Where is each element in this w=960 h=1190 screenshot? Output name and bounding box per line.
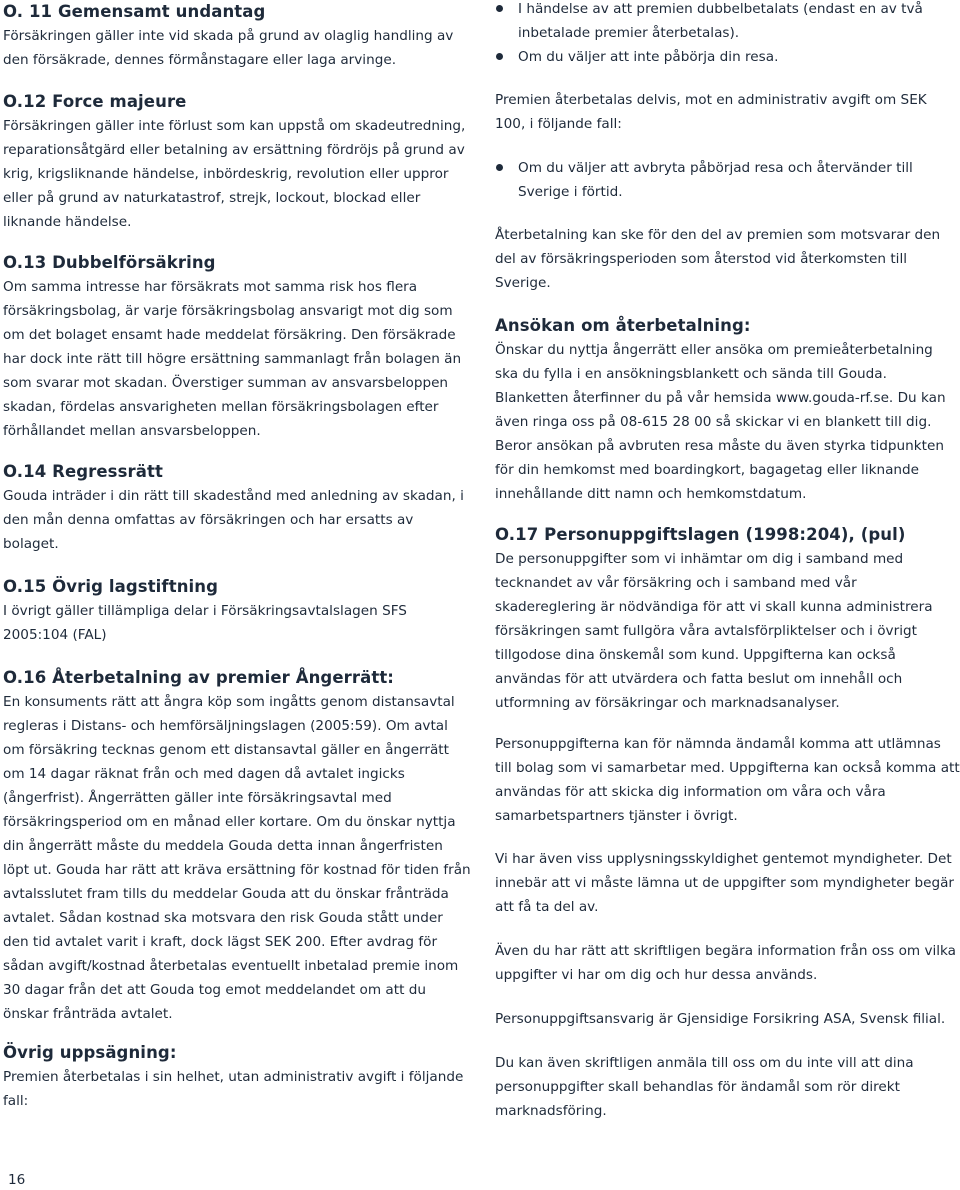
section-o14-heading: O.14 Regressrätt: [3, 462, 163, 481]
section-o13: [3, 251, 471, 443]
section-o17: [495, 523, 960, 715]
ovrig-uppsagning-heading: Övrig uppsägning:: [3, 1043, 177, 1062]
section-o17-paragraph: Vi har även viss upplysningsskyldighet gentemot myndigheter. Det innebär att vi måste lämna ut de uppgifter som myndigheter begär att få ta del av.: [495, 851, 955, 915]
ansokan-heading: Ansökan om återbetalning:: [495, 316, 751, 335]
section-o11: [3, 0, 471, 72]
refund-partial-intro: [495, 88, 960, 136]
section-o14: [3, 460, 471, 556]
section-o15-text: I övrigt gäller tillämpliga delar i Försäkringsavtalslagen SFS 2005:104 (FAL): [3, 603, 407, 643]
refund-partial-text-body: Återbetalning kan ske för den del av premien som motsvarar den del av försäkringsperioden som återstod vid återkomsten till Sverige.: [495, 227, 941, 291]
refund-partial-intro-text: Premien återbetalas delvis, mot en administrativ avgift om SEK 100, i följande fall:: [495, 92, 927, 132]
section-o15-heading: O.15 Övrig lagstiftning: [3, 577, 219, 596]
o17-paragraph-6: [495, 1051, 960, 1123]
ansokan-text: Önskar du nyttja ångerrätt eller ansöka om premieåterbetalning ska du fylla i en ansökningsblankett och sända till Gouda. Blanketten återfinner du på vår hemsida www.gouda-rf.se. Du kan även ringa oss på 08-615 28 00 så skickar vi en blankett till dig. Beror ansökan på avbruten resa måste du även styrka tidpunkten för din hemkomst med boardingkort, bagagetag eller liknande innehållande ditt namn och hemkomstdatum.: [495, 342, 946, 502]
section-o16-text: En konsuments rätt att ångra köp som ingåtts genom distansavtal regleras i Distans- och hemförsäljningslagen (2005:59). Om avtal om försäkring tecknas genom ett distansavtal gäller en ångerrätt om 14 dagar räknat från och med dagen då avtalet ingicks (ångerfrist). Ångerrätten gäller inte försäkringsavtal med försäkringsperiod om en månad eller kortare. Om du önskar nyttja din ångerrätt måste du meddela Gouda detta innan ångerfristen löpt ut. Gouda har rätt att kräva ersättning för kostnad för tiden från avtalsslutet fram tills du meddelar Gouda att du önskar frånträda avtalet. Sådan kostnad ska motsvara den risk Gouda stått under den tid avtalet varit i kraft, dock lägst SEK 200. Efter avdrag för sådan avgift/kostnad återbetalas eventuellt inbetalad premie inom 30 dagar från det att Gouda tog emot meddelandet om att du önskar frånträda avtalet.: [3, 694, 471, 1022]
section-o11-heading: O. 11 Gemensamt undantag: [3, 2, 266, 21]
list-item: Om du väljer att avbryta påbörjad resa och återvänder till Sverige i förtid.: [495, 156, 960, 204]
section-ansokan: [495, 314, 960, 506]
section-o17-paragraph: Du kan även skriftligen anmäla till oss om du inte vill att dina personuppgifter skall behandlas för ändamål som rör direkt marknadsföring.: [495, 1055, 914, 1119]
o17-paragraph-2: [495, 732, 960, 828]
section-o12-text: Försäkringen gäller inte förlust som kan uppstå om skadeutredning, reparationsåtgärd eller betalning av ersättning fördröjs på grund av krig, krigsliknande händelse, inbördeskrig, revolution eller uppror eller på grund av naturkatastrof, strejk, lockout, blockad eller liknande händelse.: [3, 118, 466, 230]
refund-full-bullets: [495, 0, 960, 69]
section-ovrig-uppsagning: [3, 1041, 471, 1113]
list-item: Om du väljer att inte påbörja din resa.: [495, 45, 960, 69]
section-o12: [3, 90, 471, 234]
section-o17-heading: O.17 Personuppgiftslagen (1998:204), (pul): [495, 525, 906, 544]
o17-paragraph-3: [495, 847, 960, 919]
section-o16-heading: O.16 Återbetalning av premier Ångerrätt:: [3, 668, 395, 687]
section-o11-text: Försäkringen gäller inte vid skada på grund av olaglig handling av den försäkrade, dennes förmånstagare eller laga arvinge.: [3, 28, 454, 68]
section-o12-heading: O.12 Force majeure: [3, 92, 187, 111]
o17-paragraph-5: [495, 1007, 960, 1031]
section-o17-paragraph: Även du har rätt att skriftligen begära information från oss om vilka uppgifter vi har om dig och hur dessa används.: [495, 943, 957, 983]
section-o17-paragraph: Personuppgiftsansvarig är Gjensidige Forsikring ASA, Svensk filial.: [495, 1011, 946, 1027]
section-o16: [3, 666, 471, 1026]
section-o17-paragraph: De personuppgifter som vi inhämtar om dig i samband med tecknandet av vår försäkring och i samband med vår skadereglering är nödvändiga för att vi skall kunna administrera försäkringen samt fullgöra våra avtalsförpliktelser och i övrigt tillgodose dina önskemål som kund. Uppgifterna kan också användas för att utvärdera och fatta beslut om innehåll och utformning av försäkringar och marknadsanalyser.: [495, 551, 933, 711]
list-item: I händelse av att premien dubbelbetalats (endast en av två inbetalade premier återbetalas).: [495, 0, 960, 45]
section-o13-heading: O.13 Dubbelförsäkring: [3, 253, 216, 272]
refund-partial-text: [495, 223, 960, 295]
section-o14-text: Gouda inträder i din rätt till skadestånd med anledning av skadan, i den mån denna omfattas av försäkringen och har ersatts av bolaget.: [3, 488, 464, 552]
section-o15: [3, 575, 471, 647]
page-number: 16: [8, 1172, 26, 1188]
ovrig-uppsagning-text: Premien återbetalas i sin helhet, utan administrativ avgift i följande fall:: [3, 1069, 464, 1109]
o17-paragraph-4: [495, 939, 960, 987]
section-o13-text: Om samma intresse har försäkrats mot samma risk hos flera försäkringsbolag, är varje försäkringsbolag ansvarigt mot dig som om det bolaget ensamt hade meddelat försäkring. Den försäkrade har dock inte rätt till högre ersättning sammanlagt från bolagen än som svarar mot skadan. Överstiger summan av ansvarsbeloppen skadan, fördelas ansvarigheten mellan försäkringsbolagen efter förhållandet mellan ansvarsbeloppen.: [3, 279, 462, 439]
section-o17-paragraph: Personuppgifterna kan för nämnda ändamål komma att utlämnas till bolag som vi samarbetar med. Uppgifterna kan också komma att användas för att skicka dig information om våra och våra samarbetspartners tjänster i övrigt.: [495, 736, 960, 824]
refund-partial-bullets: [495, 156, 960, 204]
